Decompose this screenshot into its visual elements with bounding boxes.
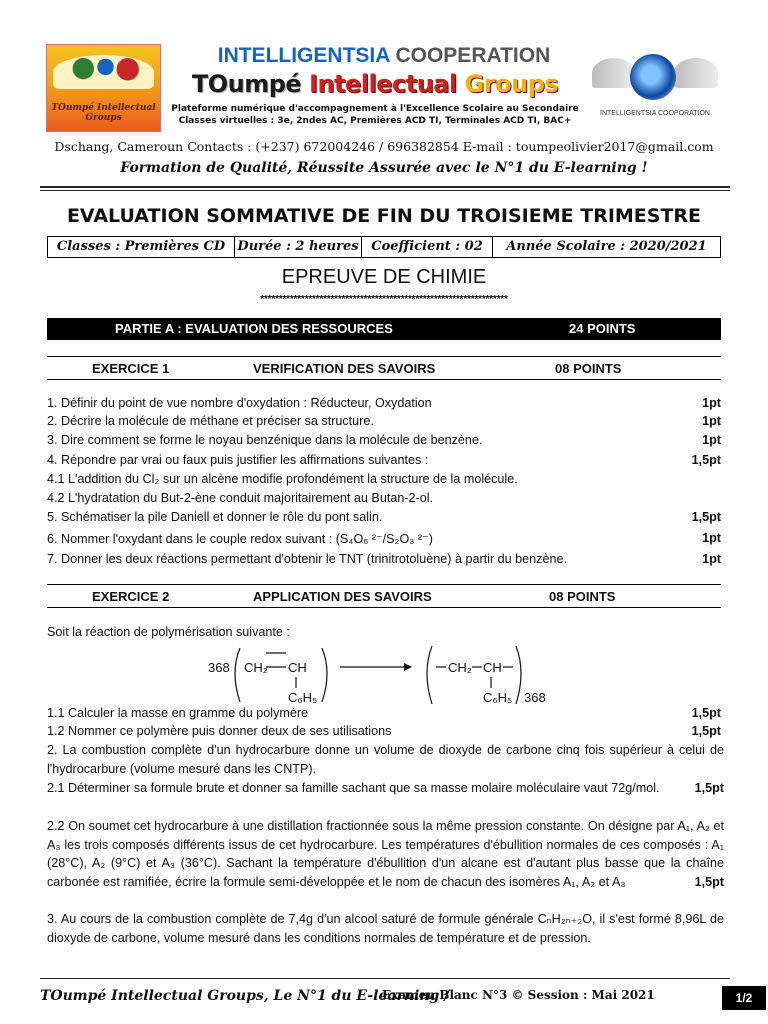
- ex1-question: 1. Définir du point de vue nombre d'oxydation : Réducteur, Oxydation 1pt: [47, 396, 721, 410]
- ex1-num: EXERCICE 1: [92, 361, 170, 376]
- partie-a-points: 24 POINTS: [569, 321, 636, 336]
- paren-left-2: [427, 646, 432, 704]
- ex2-p21: 1,5pt: [694, 781, 724, 795]
- rx-ch: CH: [288, 660, 307, 675]
- ex2-q3: 3. Au cours de la combustion complète de 7,4g d'un alcool saturé de formule générale CₙH₂ₙ₊₂O, il s'est formé 8,96L de dioxyde de carbone, volume mesuré dans les conditions normales de température et de pression.: [47, 912, 724, 945]
- groups-title-c: Groups: [464, 70, 559, 98]
- groups-title: [160, 70, 590, 98]
- ex2-q11: 1.1 Calculer la masse en gramme du polymère 1,5pt: [47, 706, 721, 720]
- ex2-q22: 2.2 On soumet cet hydrocarbure à une distillation fractionnée sous la même pression constante. On désigne par A₁, A₂ et A₃ les trois composés différents issus de cet hydrocarbure. Les températures d'ébullition normales de ces composés : A₁ (28°C), A₂ (9°C) et A₃ (36°C). Sachant la température d'ébullition d'un alcane est d'autant plus basse que la chaîne carbonée est ramifiée, écrire la formule semi-développée et le nom de chacun des isomères A₁, A₂ et A₃ 1,5pt: [47, 817, 724, 891]
- footer-divider: [40, 978, 730, 979]
- page-number: 1/2: [722, 986, 766, 1010]
- classes-line: Classes virtuelles : 3e, 2ndes AC, Premières ACD TI, Terminales ACD TI, BAC+: [178, 116, 572, 126]
- rx-c6h5-right: C₆H₅: [483, 690, 513, 705]
- ex1-question: 3. Dire comment se forme le noyau benzénique dans la molécule de benzène. 1pt: [47, 433, 721, 447]
- polymerization-reaction: [200, 642, 560, 710]
- motto: Formation de Qualité, Réussite Assurée avec le N°1 du E-learning !: [120, 160, 648, 176]
- arrow-head: [404, 663, 412, 671]
- footer-right: Examen Blanc N°3 © Session : Mai 2021: [382, 988, 655, 1002]
- ex2-q21: 2.1 Déterminer sa formule brute et donner sa famille sachant que sa masse molaire moléculaire vaut 72g/mol. 1,5pt: [47, 779, 724, 798]
- meta-coef: Coefficient : 02: [362, 237, 493, 257]
- ex2-num: EXERCICE 2: [92, 589, 170, 604]
- epreuve-title: EPREUVE DE CHIMIE: [281, 266, 487, 288]
- paren-right-2: [516, 646, 521, 704]
- ex1-name: VERIFICATION DES SAVOIRS: [253, 361, 436, 376]
- org-title: [0, 44, 768, 68]
- logo-right-text: INTELLIGENTSIA COOPORATION: [600, 110, 710, 117]
- ex1-question: 4. Répondre par vrai ou faux puis justifier les affirmations suivantes : 1,5pt: [47, 453, 721, 467]
- paren-left: [235, 648, 240, 702]
- rx-ch-b: CH: [483, 660, 502, 675]
- ex2-p22: 1,5pt: [694, 874, 724, 889]
- rx-ch2: CH₂: [244, 660, 268, 675]
- org-title-a: INTELLIGENTSIA: [217, 44, 390, 67]
- rx-n-left: 368: [208, 660, 230, 675]
- partie-a-bar: [47, 318, 721, 340]
- rx-n-right: 368: [524, 690, 546, 705]
- meta-annee: Année Scolaire : 2020/2021: [506, 239, 707, 254]
- exam-title: EVALUATION SOMMATIVE DE FIN DU TROISIEME TRIMESTRE: [66, 205, 702, 227]
- groups-title-a: TOumpé: [191, 70, 302, 98]
- exercice-1-header: [47, 356, 721, 380]
- exam-meta: [47, 236, 721, 258]
- rx-ch2-b: CH₂: [448, 660, 472, 675]
- rx-c6h5-left: C₆H₅: [288, 690, 318, 705]
- exercice-2-header: [47, 584, 721, 608]
- ex1-points: 08 POINTS: [555, 361, 622, 376]
- ex2-points: 08 POINTS: [549, 589, 616, 604]
- ex2-intro: Soit la réaction de polymérisation suivante :: [47, 625, 290, 639]
- ex2-q12: 1.2 Nommer ce polymère puis donner deux de ses utilisations 1,5pt: [47, 724, 721, 738]
- meta-duree: Durée : 2 heures: [235, 237, 362, 257]
- groups-title-b: Intellectual: [309, 70, 457, 98]
- footer-left: TOumpé Intellectual Groups, Le N°1 du E-learning /: [40, 988, 450, 1004]
- org-title-b: COOPERATION: [395, 44, 551, 67]
- logo-left-text: TOumpé Intellectual Groups: [51, 103, 156, 123]
- header-divider: [40, 186, 730, 188]
- paren-right: [322, 648, 327, 702]
- ex2-q2: 2. La combustion complète d'un hydrocarbure donne un volume de dioxyde de carbone cinq fois supérieur à celui de l'hydrocarbure (volume mesuré dans les CNTP).: [47, 743, 724, 776]
- ex1-question: 6. Nommer l'oxydant dans le couple redox suivant : (S₄O₆ ²⁻/S₂O₃ ²⁻) 1pt: [47, 531, 721, 546]
- platform-line: Plateforme numérique d'accompagnement à l'Excellence Scolaire au Secondaire: [171, 104, 579, 114]
- partie-a-label: PARTIE A : EVALUATION DES RESSOURCES: [115, 321, 393, 336]
- contact-line: Dschang, Cameroun Contacts : (+237) 672004246 / 696382854 E-mail : toumpeolivier2017@gmail.com: [54, 139, 714, 154]
- ex2-name: APPLICATION DES SAVOIRS: [253, 589, 432, 604]
- ex1-question: 4.1 L'addition du Cl₂ sur un alcène modifie profondément la structure de la molécule.: [47, 472, 518, 486]
- ex1-question: 7. Donner les deux réactions permettant d'obtenir le TNT (trinitrotoluène) à partir du benzène. 1pt: [47, 552, 721, 566]
- header-divider-thin: [40, 190, 730, 191]
- stars-separator: *******************************************************************: [260, 294, 508, 305]
- meta-classes: Classes : Premières CD: [48, 237, 235, 257]
- ex1-question: 5. Schématiser la pile Daniell et donner le rôle du pont salin. 1,5pt: [47, 510, 721, 524]
- ex1-question: 2. Décrire la molécule de méthane et préciser sa structure. 1pt: [47, 414, 721, 428]
- ex1-question: 4.2 L'hydratation du But-2-ène conduit majoritairement au Butan-2-ol.: [47, 491, 434, 505]
